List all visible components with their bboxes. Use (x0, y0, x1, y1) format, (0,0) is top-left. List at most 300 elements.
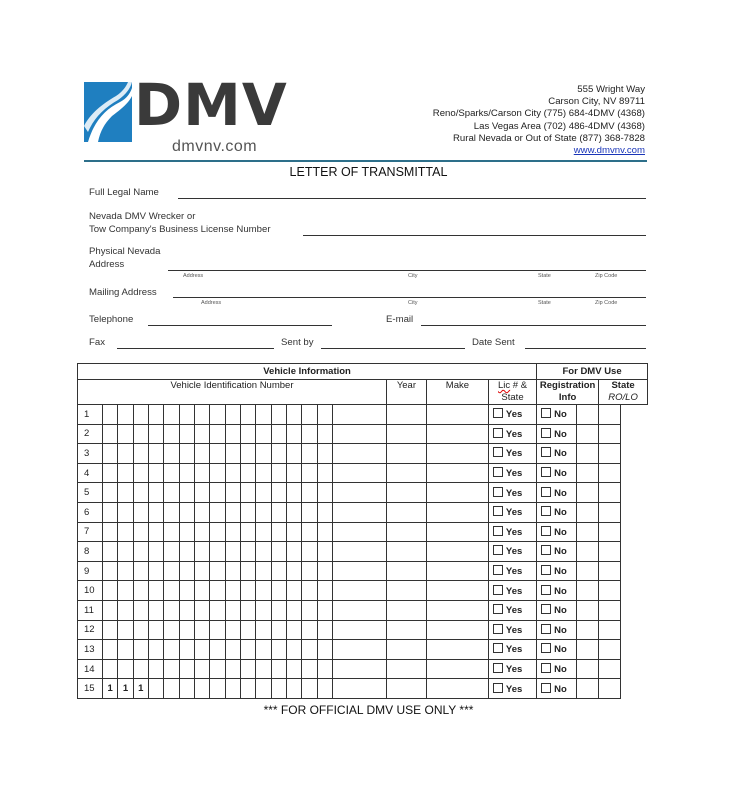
vin-digit-cell[interactable] (225, 620, 240, 640)
vin-digit-cell[interactable] (164, 659, 179, 679)
state-ro-cell[interactable] (577, 620, 599, 640)
vin-digit-cell[interactable] (240, 444, 255, 464)
vin-digit-cell[interactable] (317, 444, 332, 464)
vin-digit-cell[interactable] (118, 542, 133, 562)
telephone-field[interactable] (148, 325, 332, 326)
vin-digit-cell[interactable] (317, 659, 332, 679)
vin-digit-cell[interactable] (179, 679, 194, 699)
physical-address-field[interactable] (168, 270, 646, 271)
vin-digit-cell[interactable] (103, 581, 118, 601)
vin-digit-cell[interactable] (240, 620, 255, 640)
vin-digit-cell[interactable] (302, 405, 317, 425)
vin-digit-cell[interactable] (164, 444, 179, 464)
vin-digit-cell[interactable] (240, 483, 255, 503)
vin-digit-cell[interactable] (256, 640, 271, 660)
vin-digit-cell[interactable] (286, 483, 301, 503)
vin-digit-cell[interactable] (240, 640, 255, 660)
vin-digit-cell[interactable] (118, 463, 133, 483)
vin-digit-cell[interactable] (179, 522, 194, 542)
vin-digit-cell[interactable] (210, 424, 225, 444)
vin-digit-cell[interactable] (240, 463, 255, 483)
vin-digit-cell[interactable] (133, 659, 148, 679)
license-cell[interactable] (426, 502, 488, 522)
vin-digit-cell[interactable] (240, 424, 255, 444)
vin-digit-cell[interactable] (317, 581, 332, 601)
vin-digit-cell[interactable] (317, 502, 332, 522)
vin-digit-cell[interactable] (103, 463, 118, 483)
vin-digit-cell[interactable] (194, 483, 209, 503)
vin-digit-cell[interactable] (225, 640, 240, 660)
year-cell[interactable] (332, 424, 386, 444)
vin-digit-cell[interactable] (179, 542, 194, 562)
state-lo-cell[interactable] (599, 620, 621, 640)
no-checkbox[interactable] (541, 545, 551, 555)
vin-digit-cell[interactable] (179, 405, 194, 425)
no-checkbox[interactable] (541, 643, 551, 653)
vin-digit-cell[interactable] (179, 600, 194, 620)
vin-digit-cell[interactable] (240, 581, 255, 601)
vin-digit-cell[interactable] (194, 679, 209, 699)
make-cell[interactable] (386, 444, 426, 464)
vin-digit-cell[interactable] (271, 444, 286, 464)
state-ro-cell[interactable] (577, 502, 599, 522)
vin-digit-cell[interactable] (148, 483, 163, 503)
vin-digit-cell[interactable] (179, 659, 194, 679)
vin-digit-cell[interactable] (271, 581, 286, 601)
state-ro-cell[interactable] (577, 522, 599, 542)
yes-checkbox[interactable] (493, 408, 503, 418)
state-lo-cell[interactable] (599, 405, 621, 425)
license-cell[interactable] (426, 424, 488, 444)
year-cell[interactable] (332, 502, 386, 522)
vin-digit-cell[interactable] (148, 581, 163, 601)
full-legal-name-field[interactable] (178, 198, 646, 199)
date-sent-field[interactable] (525, 348, 646, 349)
vin-digit-cell[interactable] (103, 522, 118, 542)
vin-digit-cell[interactable] (103, 640, 118, 660)
vin-digit-cell[interactable] (225, 522, 240, 542)
vin-digit-cell[interactable] (225, 561, 240, 581)
license-cell[interactable] (426, 679, 488, 699)
vin-digit-cell[interactable] (271, 542, 286, 562)
vin-digit-cell[interactable] (256, 405, 271, 425)
vin-digit-cell[interactable] (286, 600, 301, 620)
vin-digit-cell[interactable] (286, 679, 301, 699)
vin-digit-cell[interactable] (194, 620, 209, 640)
year-cell[interactable] (332, 405, 386, 425)
vin-digit-cell[interactable] (271, 600, 286, 620)
state-lo-cell[interactable] (599, 542, 621, 562)
vin-digit-cell[interactable] (317, 561, 332, 581)
license-cell[interactable] (426, 581, 488, 601)
state-lo-cell[interactable] (599, 640, 621, 660)
vin-digit-cell[interactable] (118, 640, 133, 660)
vin-digit-cell[interactable] (302, 522, 317, 542)
vin-digit-cell[interactable] (302, 542, 317, 562)
vin-digit-cell[interactable] (133, 581, 148, 601)
email-field[interactable] (421, 325, 646, 326)
yes-checkbox[interactable] (493, 585, 503, 595)
vin-digit-cell[interactable] (271, 679, 286, 699)
vin-digit-cell[interactable] (256, 463, 271, 483)
yes-checkbox[interactable] (493, 565, 503, 575)
vin-digit-cell[interactable] (194, 502, 209, 522)
state-lo-cell[interactable] (599, 659, 621, 679)
vin-digit-cell[interactable] (286, 640, 301, 660)
vin-digit-cell[interactable] (225, 502, 240, 522)
vin-digit-cell[interactable] (271, 463, 286, 483)
vin-digit-cell[interactable] (133, 405, 148, 425)
no-checkbox[interactable] (541, 526, 551, 536)
vin-digit-cell[interactable]: 1 (133, 679, 148, 699)
vin-digit-cell[interactable] (210, 679, 225, 699)
vin-digit-cell[interactable] (133, 483, 148, 503)
vin-digit-cell[interactable] (148, 600, 163, 620)
vin-digit-cell[interactable] (103, 424, 118, 444)
yes-checkbox[interactable] (493, 604, 503, 614)
vin-digit-cell[interactable] (256, 444, 271, 464)
state-lo-cell[interactable] (599, 444, 621, 464)
state-lo-cell[interactable] (599, 679, 621, 699)
vin-digit-cell[interactable] (148, 640, 163, 660)
vin-digit-cell[interactable] (210, 561, 225, 581)
year-cell[interactable] (332, 463, 386, 483)
vin-digit-cell[interactable] (103, 600, 118, 620)
state-ro-cell[interactable] (577, 463, 599, 483)
vin-digit-cell[interactable] (133, 463, 148, 483)
vin-digit-cell[interactable]: 1 (103, 679, 118, 699)
vin-digit-cell[interactable] (179, 581, 194, 601)
vin-digit-cell[interactable] (164, 483, 179, 503)
license-cell[interactable] (426, 620, 488, 640)
yes-checkbox[interactable] (493, 643, 503, 653)
vin-digit-cell[interactable] (103, 620, 118, 640)
vin-digit-cell[interactable] (271, 424, 286, 444)
state-lo-cell[interactable] (599, 522, 621, 542)
state-lo-cell[interactable] (599, 463, 621, 483)
vin-digit-cell[interactable] (317, 483, 332, 503)
vin-digit-cell[interactable] (210, 483, 225, 503)
vin-digit-cell[interactable] (225, 542, 240, 562)
vin-digit-cell[interactable] (240, 405, 255, 425)
vin-digit-cell[interactable] (179, 444, 194, 464)
state-lo-cell[interactable] (599, 483, 621, 503)
vin-digit-cell[interactable] (194, 542, 209, 562)
vin-digit-cell[interactable] (164, 522, 179, 542)
vin-digit-cell[interactable] (179, 424, 194, 444)
vin-digit-cell[interactable] (271, 522, 286, 542)
vin-digit-cell[interactable] (210, 522, 225, 542)
vin-digit-cell[interactable] (133, 620, 148, 640)
vin-digit-cell[interactable] (194, 444, 209, 464)
yes-checkbox[interactable] (493, 428, 503, 438)
vin-digit-cell[interactable] (133, 444, 148, 464)
vin-digit-cell[interactable] (148, 620, 163, 640)
vin-digit-cell[interactable] (103, 444, 118, 464)
no-checkbox[interactable] (541, 506, 551, 516)
license-cell[interactable] (426, 405, 488, 425)
vin-digit-cell[interactable] (164, 600, 179, 620)
vin-digit-cell[interactable] (317, 620, 332, 640)
vin-digit-cell[interactable] (164, 542, 179, 562)
vin-digit-cell[interactable] (118, 444, 133, 464)
vin-digit-cell[interactable] (210, 620, 225, 640)
vin-digit-cell[interactable] (194, 659, 209, 679)
vin-digit-cell[interactable] (286, 463, 301, 483)
vin-digit-cell[interactable] (194, 640, 209, 660)
vin-digit-cell[interactable] (302, 561, 317, 581)
vin-digit-cell[interactable] (317, 405, 332, 425)
license-cell[interactable] (426, 463, 488, 483)
no-checkbox[interactable] (541, 487, 551, 497)
vin-digit-cell[interactable] (194, 405, 209, 425)
vin-digit-cell[interactable] (118, 405, 133, 425)
vin-digit-cell[interactable] (118, 424, 133, 444)
yes-checkbox[interactable] (493, 506, 503, 516)
vin-digit-cell[interactable] (164, 581, 179, 601)
make-cell[interactable] (386, 483, 426, 503)
year-cell[interactable] (332, 620, 386, 640)
vin-digit-cell[interactable] (210, 581, 225, 601)
vin-digit-cell[interactable] (286, 620, 301, 640)
vin-digit-cell[interactable] (240, 522, 255, 542)
vin-digit-cell[interactable] (286, 424, 301, 444)
vin-digit-cell[interactable] (302, 463, 317, 483)
year-cell[interactable] (332, 444, 386, 464)
license-cell[interactable] (426, 542, 488, 562)
vin-digit-cell[interactable] (240, 659, 255, 679)
license-number-field[interactable] (303, 235, 646, 236)
vin-digit-cell[interactable] (271, 502, 286, 522)
vin-digit-cell[interactable] (286, 581, 301, 601)
vin-digit-cell[interactable] (103, 502, 118, 522)
vin-digit-cell[interactable] (286, 522, 301, 542)
vin-digit-cell[interactable] (164, 502, 179, 522)
vin-digit-cell[interactable] (210, 405, 225, 425)
vin-digit-cell[interactable] (302, 424, 317, 444)
vin-digit-cell[interactable] (317, 542, 332, 562)
vin-digit-cell[interactable] (317, 600, 332, 620)
vin-digit-cell[interactable] (225, 483, 240, 503)
vin-digit-cell[interactable] (225, 679, 240, 699)
vin-digit-cell[interactable] (286, 405, 301, 425)
yes-checkbox[interactable] (493, 663, 503, 673)
no-checkbox[interactable] (541, 447, 551, 457)
make-cell[interactable] (386, 620, 426, 640)
vin-digit-cell[interactable] (271, 620, 286, 640)
vin-digit-cell[interactable] (240, 502, 255, 522)
vin-digit-cell[interactable] (286, 502, 301, 522)
vin-digit-cell[interactable] (256, 424, 271, 444)
vin-digit-cell[interactable] (179, 483, 194, 503)
state-ro-cell[interactable] (577, 581, 599, 601)
vin-digit-cell[interactable] (148, 659, 163, 679)
vin-digit-cell[interactable] (194, 581, 209, 601)
vin-digit-cell[interactable] (271, 483, 286, 503)
vin-digit-cell[interactable] (210, 600, 225, 620)
license-cell[interactable] (426, 659, 488, 679)
vin-digit-cell[interactable] (302, 444, 317, 464)
year-cell[interactable] (332, 522, 386, 542)
license-cell[interactable] (426, 640, 488, 660)
vin-digit-cell[interactable] (148, 561, 163, 581)
vin-digit-cell[interactable] (118, 600, 133, 620)
state-ro-cell[interactable] (577, 600, 599, 620)
vin-digit-cell[interactable] (302, 483, 317, 503)
vin-digit-cell[interactable] (302, 581, 317, 601)
license-cell[interactable] (426, 522, 488, 542)
vin-digit-cell[interactable] (256, 483, 271, 503)
vin-digit-cell[interactable] (317, 522, 332, 542)
year-cell[interactable] (332, 483, 386, 503)
no-checkbox[interactable] (541, 683, 551, 693)
vin-digit-cell[interactable] (317, 463, 332, 483)
vin-digit-cell[interactable] (133, 640, 148, 660)
vin-digit-cell[interactable] (256, 600, 271, 620)
vin-digit-cell[interactable] (256, 561, 271, 581)
vin-digit-cell[interactable] (164, 561, 179, 581)
make-cell[interactable] (386, 424, 426, 444)
state-ro-cell[interactable] (577, 561, 599, 581)
vin-digit-cell[interactable] (148, 522, 163, 542)
state-ro-cell[interactable] (577, 640, 599, 660)
state-ro-cell[interactable] (577, 424, 599, 444)
state-ro-cell[interactable] (577, 405, 599, 425)
vin-digit-cell[interactable] (118, 659, 133, 679)
state-lo-cell[interactable] (599, 581, 621, 601)
vin-digit-cell[interactable] (256, 542, 271, 562)
vin-digit-cell[interactable] (148, 502, 163, 522)
vin-digit-cell[interactable] (148, 424, 163, 444)
no-checkbox[interactable] (541, 663, 551, 673)
vin-digit-cell[interactable] (225, 444, 240, 464)
vin-digit-cell[interactable] (118, 502, 133, 522)
vin-digit-cell[interactable] (148, 542, 163, 562)
yes-checkbox[interactable] (493, 683, 503, 693)
vin-digit-cell[interactable] (133, 600, 148, 620)
state-ro-cell[interactable] (577, 444, 599, 464)
vin-digit-cell[interactable] (225, 405, 240, 425)
vin-digit-cell[interactable] (256, 581, 271, 601)
vin-digit-cell[interactable] (179, 640, 194, 660)
vin-digit-cell[interactable] (164, 424, 179, 444)
no-checkbox[interactable] (541, 604, 551, 614)
vin-digit-cell[interactable] (179, 463, 194, 483)
vin-digit-cell[interactable] (271, 561, 286, 581)
vin-digit-cell[interactable] (194, 600, 209, 620)
make-cell[interactable] (386, 502, 426, 522)
state-lo-cell[interactable] (599, 424, 621, 444)
vin-digit-cell[interactable] (286, 659, 301, 679)
yes-checkbox[interactable] (493, 467, 503, 477)
license-cell[interactable] (426, 600, 488, 620)
vin-digit-cell[interactable] (164, 620, 179, 640)
vin-digit-cell[interactable] (302, 679, 317, 699)
vin-digit-cell[interactable] (148, 463, 163, 483)
license-cell[interactable] (426, 561, 488, 581)
vin-digit-cell[interactable] (302, 659, 317, 679)
vin-digit-cell[interactable] (103, 542, 118, 562)
make-cell[interactable] (386, 640, 426, 660)
no-checkbox[interactable] (541, 428, 551, 438)
vin-digit-cell[interactable] (256, 522, 271, 542)
vin-digit-cell[interactable] (271, 640, 286, 660)
vin-digit-cell[interactable] (148, 405, 163, 425)
mailing-address-field[interactable] (173, 297, 646, 298)
year-cell[interactable] (332, 581, 386, 601)
vin-digit-cell[interactable] (317, 679, 332, 699)
vin-digit-cell[interactable] (103, 483, 118, 503)
no-checkbox[interactable] (541, 565, 551, 575)
vin-digit-cell[interactable] (194, 463, 209, 483)
vin-digit-cell[interactable] (194, 561, 209, 581)
no-checkbox[interactable] (541, 467, 551, 477)
vin-digit-cell[interactable] (271, 405, 286, 425)
vin-digit-cell[interactable] (148, 679, 163, 699)
vin-digit-cell[interactable] (164, 405, 179, 425)
vin-digit-cell[interactable] (148, 444, 163, 464)
vin-digit-cell[interactable] (118, 483, 133, 503)
vin-digit-cell[interactable] (103, 405, 118, 425)
vin-digit-cell[interactable] (225, 463, 240, 483)
vin-digit-cell[interactable] (302, 620, 317, 640)
state-ro-cell[interactable] (577, 659, 599, 679)
vin-digit-cell[interactable] (179, 502, 194, 522)
vin-digit-cell[interactable] (118, 620, 133, 640)
year-cell[interactable] (332, 600, 386, 620)
vin-digit-cell[interactable] (133, 542, 148, 562)
vin-digit-cell[interactable] (164, 640, 179, 660)
vin-digit-cell[interactable] (118, 581, 133, 601)
no-checkbox[interactable] (541, 585, 551, 595)
vin-digit-cell[interactable] (194, 522, 209, 542)
vin-digit-cell[interactable] (103, 659, 118, 679)
make-cell[interactable] (386, 581, 426, 601)
vin-digit-cell[interactable] (286, 542, 301, 562)
make-cell[interactable] (386, 463, 426, 483)
vin-digit-cell[interactable] (317, 424, 332, 444)
state-lo-cell[interactable] (599, 561, 621, 581)
state-ro-cell[interactable] (577, 483, 599, 503)
vin-digit-cell[interactable] (133, 502, 148, 522)
vin-digit-cell[interactable] (240, 600, 255, 620)
year-cell[interactable] (332, 561, 386, 581)
vin-digit-cell[interactable] (194, 424, 209, 444)
vin-digit-cell[interactable] (225, 581, 240, 601)
make-cell[interactable] (386, 659, 426, 679)
vin-digit-cell[interactable] (317, 640, 332, 660)
vin-digit-cell[interactable] (210, 463, 225, 483)
vin-digit-cell[interactable] (302, 640, 317, 660)
vin-digit-cell[interactable] (256, 659, 271, 679)
vin-digit-cell[interactable] (210, 444, 225, 464)
yes-checkbox[interactable] (493, 447, 503, 457)
make-cell[interactable] (386, 600, 426, 620)
fax-field[interactable] (117, 348, 274, 349)
vin-digit-cell[interactable] (302, 600, 317, 620)
vin-digit-cell[interactable] (210, 640, 225, 660)
vin-digit-cell[interactable] (240, 561, 255, 581)
state-lo-cell[interactable] (599, 502, 621, 522)
yes-checkbox[interactable] (493, 545, 503, 555)
make-cell[interactable] (386, 679, 426, 699)
vin-digit-cell[interactable] (210, 542, 225, 562)
vin-digit-cell[interactable] (256, 620, 271, 640)
no-checkbox[interactable] (541, 408, 551, 418)
vin-digit-cell[interactable] (179, 620, 194, 640)
year-cell[interactable] (332, 679, 386, 699)
vin-digit-cell[interactable]: 1 (118, 679, 133, 699)
